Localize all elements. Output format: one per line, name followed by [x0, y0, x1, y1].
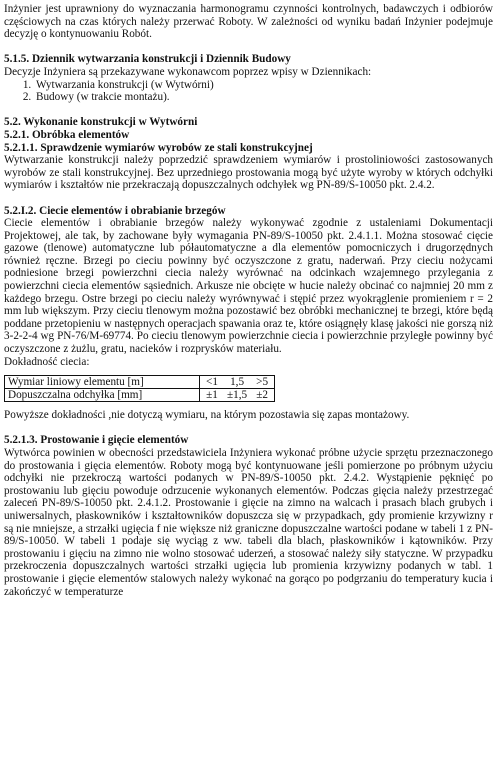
paragraph-5-2-1-3: Wytwórca powinien w obecności przedstawiciela Inżyniera wykonać próbne użycie sprzętu przeznaczonego do prostowania i gięcia elementów. Roboty mogą być kontynuowane jeśli pomierzone po próbnym użyciu odchyłki nie przekroczą wartości podanych w PN-89/S-10050 pkt. 2.4.2. Wystąpienie pęknięć po prostowaniu lub gięciu powoduje odrzucenie wykonanych elementów. Podczas gięcia należy przestrzegać zaleceń PN-89/S-10050 pkt. 2.4.1.2. Prostowanie i gięcie na zimno na walcach i prasach blach grubych i uniwersalnych, płaskowników i kształtowników dopuszcza się w przypadkach, gdy promienie krzywizny r są nie mniejsze, a strzałki ugięcia f nie większe niż graniczne dopuszczalne wartości podane w tabeli 1 z PN-89/S-10050. W tabeli 1 podaje się wyciąg z ww. tabeli dla blach, płaskowników i kątowników. Przy prostowaniu i gięciu na zimno nie wolno stosować uderzeń, a stosować należy siły statyczne. W przypadku przekroczenia dopuszczalnych wartości strzałki ugięcia lub promienia krzywizny podanych w tabl. 1 prostowanie i gięcie elementów stalowych należy wykonać na gorąco po podgrzaniu do temperatury kucia i zakończyć w temperaturze: [4, 447, 493, 598]
heading-5-1-5: 5.1.5. Dziennik wytwarzania konstrukcji i Dziennik Budowy: [4, 53, 291, 66]
accuracy-note: Powyższe dokładności ,nie dotyczą wymiaru, na którym pozostawia się zapas montażowy.: [4, 409, 410, 422]
spacer: [4, 41, 493, 54]
heading-5-2: 5.2. Wykonanie konstrukcji w Wytwórni: [4, 116, 198, 129]
table-cell: Wymiar liniowy elementu [m]: [5, 376, 200, 389]
paragraph-5-2-1-1: Wytwarzanie konstrukcji należy poprzedzić sprawdzeniem wymiarów i prostoliniowości zastosowanych wyrobów ze stali konstrukcyjnej. Bez uprzedniego prostowania mogą być użyte wyroby w których odchyłki wymiarów i kształtów nie przekraczają dopuszczalnych odchyłek wg PN-89/S-10050 pkt. 2.4.2.: [4, 154, 493, 192]
heading-5-2-1: 5.2.1. Obróbka elementów: [4, 128, 130, 141]
heading-5-2-1-1: 5.2.1.1. Sprawdzenie wymiarów wyrobów ze stali konstrukcyjnej: [4, 141, 313, 154]
paragraph-5-2-1-2: Ciecie elementów i obrabianie brzegów należy wykonywać zgodnie z ustaleniami Dokumentacji Projektowej, ale tak, by zachowane były wymagania PN-89/S-10050 pkt. 2.4.1.1. Można stosować cięcie gazowe (tlenowe) automatyczne lub półautomatyczne a dla elementów pomocniczych i drugorzędnych również ręczne. Brzegi po cieciu powinny być oczyszczone z gratu, naderwań. Przy cieciu nożycami podniesione brzegi powierzchni ciecia należy wyrównać na odcinkach wzajemnego przylegania z powierzchni ciecia elementów sąsiednich. Arkusze nie obcięte w hucie należy obcinać co najmniej 20 mm z każdego brzegu. Ostre brzegi po cieciu należy wyrównywać i stępić przez wyokrąglenie promieniem r = 2 mm lub większym. Przy cieciu tlenowym można pozostawić bez obróbki mechanicznej te brzegi, które będą poddane przetopieniu w następnych operacjach spawania oraz te, które osiągnęły klasę jakości nie gorszą niż 3-2-2-4 wg PN-76/M-69774. Po cieciu tlenowym powierzchnie ciecia i powierzchnie przyległe powinny być oczyszczone z żużlu, gratu, nacieków i rozprysków materiału.: [4, 217, 493, 356]
document-page: [4, 3, 493, 598]
table-cell: <1: [200, 376, 225, 389]
table-cell: 1,5: [224, 376, 250, 389]
intro-paragraph: Inżynier jest uprawniony do wyznaczania harmonogramu czynności kontrolnych, badawczych i odbiorów częściowych na czas których należy przerwać Roboty. W zależności od wyniku badań Inżynier podejmuje decyzję o kontynuowaniu Robót.: [4, 3, 493, 41]
list-item: 2. Budowy (w trakcie montażu).: [34, 91, 493, 104]
diary-list: [4, 79, 493, 104]
table-cell: ±1,5: [224, 389, 250, 402]
paragraph-5-1-5-lead: Decyzje Inżyniera są przekazywane wykonawcom poprzez wpisy w Dziennikach:: [4, 65, 372, 78]
accuracy-label: Dokładność ciecia:: [4, 355, 90, 368]
table-row: [5, 376, 275, 389]
cutting-accuracy-table: [4, 375, 275, 402]
spacer: [4, 422, 493, 435]
table-cell: >5: [250, 376, 275, 389]
table-cell: ±2: [250, 389, 275, 402]
spacer: [4, 192, 493, 205]
list-item: 1. Wytwarzania konstrukcji (w Wytwórni): [34, 79, 493, 92]
heading-5-2-1-2: 5.2.I.2. Ciecie elementów i obrabianie brzegów: [4, 204, 226, 217]
table-cell: ±1: [200, 389, 225, 402]
table-cell: Dopuszczalna odchyłka [mm]: [5, 389, 200, 402]
heading-5-2-1-3: 5.2.1.3. Prostowanie i gięcie elementów: [4, 434, 189, 447]
table-row: [5, 389, 275, 402]
spacer: [4, 104, 493, 117]
